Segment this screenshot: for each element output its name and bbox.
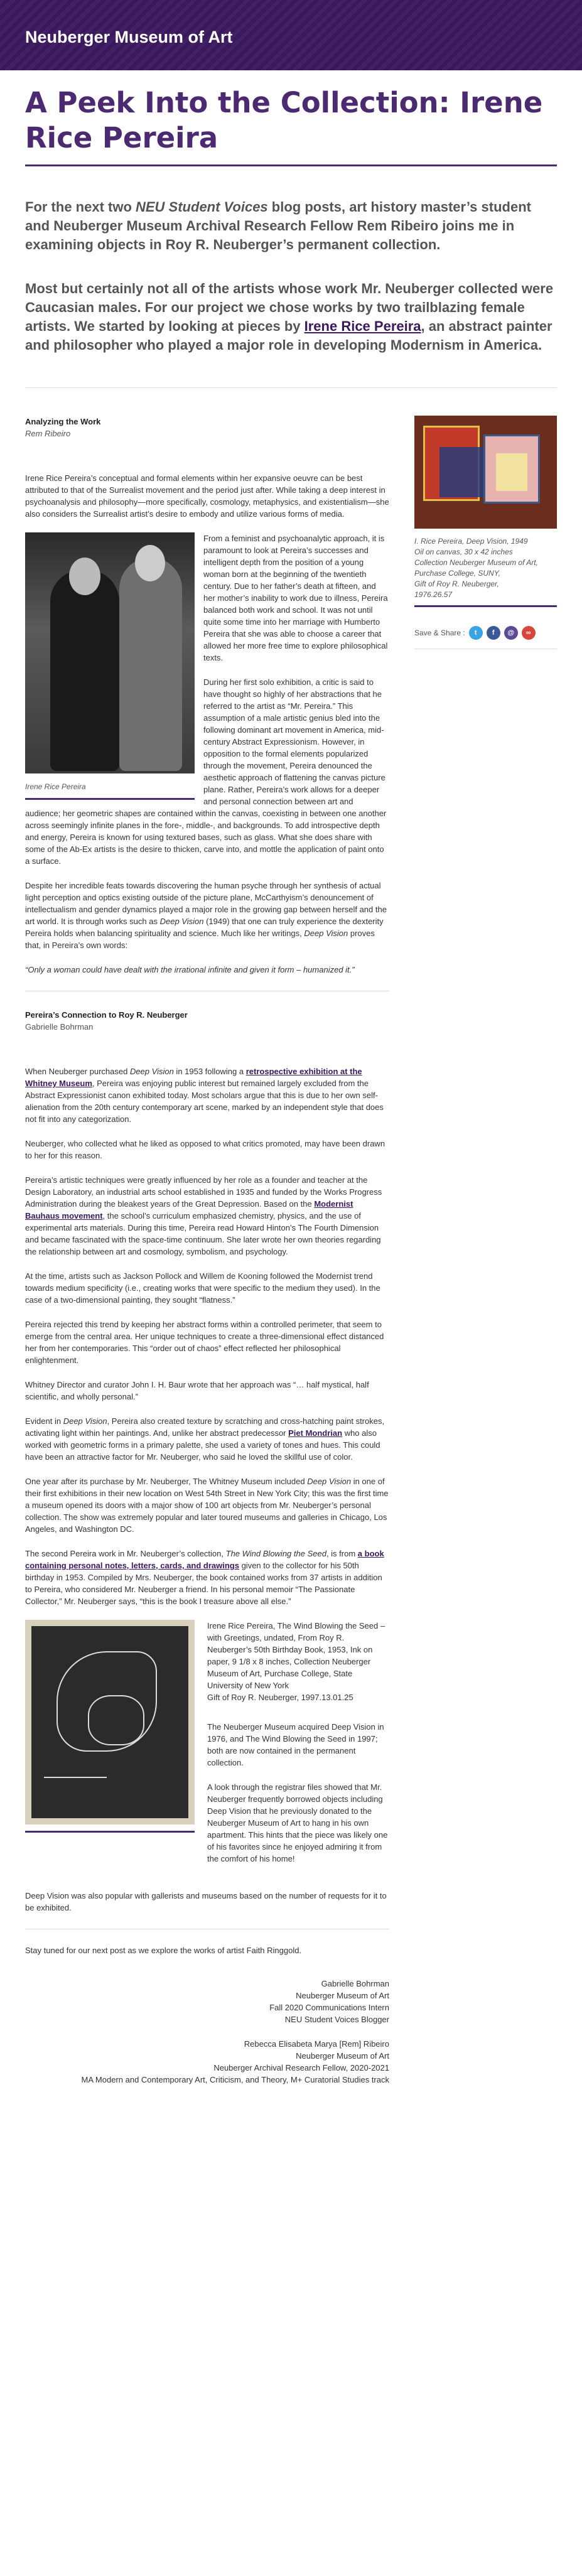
drawing-caption — [207, 1620, 389, 1877]
paragraph: Deep Vision was also popular with gallerists and museums based on the number of requests for it to be exhibited. — [25, 1891, 387, 1912]
byline-gabrielle: Gabrielle Bohrman — [25, 1022, 94, 1032]
signoff-line: Rebecca Elisabeta Marya [Rem] Ribeiro — [244, 2039, 389, 2049]
photo-figure — [25, 532, 195, 800]
signoff-line: MA Modern and Contemporary Art, Criticism, and Theory, M+ Curatorial Studies track — [81, 2075, 389, 2084]
paragraph: The Neuberger Museum acquired Deep Vision in 1976, and The Wind Blowing the Seed in 1997; both are now contained in the permanent collection. — [207, 1722, 384, 1767]
photo-wrap — [25, 532, 389, 880]
wind-blowing-drawing — [25, 1620, 195, 1824]
facebook-icon[interactable]: f — [487, 626, 500, 640]
drawing-figure — [25, 1620, 389, 1877]
sidebar — [414, 416, 557, 2086]
figure-rule — [25, 1831, 195, 1833]
whitney-link[interactable]: retrospective exhibition at the Whitney Museum — [25, 1067, 362, 1088]
deep-vision-painting — [414, 416, 557, 529]
intro-paragraph-1: For the next two NEU Student Voices blog posts, art history master’s student and Neuberger Museum Archival Research Fellow Rem Ribeiro joins me in examining objects in Roy R. Neuberger’s permanent collection. — [25, 199, 531, 252]
closing-paragraph: Stay tuned for our next post as we explore the works of artist Faith Ringgold. — [25, 1946, 302, 1955]
caption-line: Gift of Roy R. Neuberger, — [414, 579, 499, 588]
bauhaus-link[interactable]: Modernist Bauhaus movement — [25, 1199, 353, 1221]
content-layout — [25, 416, 557, 2086]
paragraph: Evident in Deep Vision, Pereira also created texture by scratching and cross-hatching paint strokes, activating light within her paintings. And, unlike her abstract predecessor Piet Mondrian who also worked with geometric forms in a primary palette, she used a variety of tones and hues. This could have been an attractive factor for Mr. Neuberger, who said he loved the skillful use of color. — [25, 1416, 385, 1462]
section-heading-analyzing: Analyzing the Work — [25, 417, 101, 426]
mondrian-link[interactable]: Piet Mondrian — [288, 1428, 343, 1438]
paragraph: The second Pereira work in Mr. Neuberger’s collection, The Wind Blowing the Seed, is from a book containing personal notes, letters, cards, and drawings given to the collector for his 50th birthday in 1953. Compiled by Mrs. Neuberger, the book contained works from 37 artists in addition to Pereira, who considered Mr. Neuberger a friend. In his personal memoir “The Passionate Collector,” Mr. Neuberger says, “this is the book I treasure above all else.” — [25, 1549, 384, 1606]
intro-paragraph-2: Most but certainly not all of the artists whose work Mr. Neuberger collected were Caucasian males. For our project we chose works by two trailblazing female artists. We started by looking at pieces by Irene Rice Pereira, an abstract painter and philosopher who played a major role in developing Modernism in America. — [25, 281, 554, 353]
paragraph: Pereira rejected this trend by keeping her abstract forms within a controlled perimeter, that seem to emerge from the central area. Her unique techniques to create a three-dimensional effect distanced her from her contemporaries. This “order out of chaos” effect reflected her philosophical enlightenment. — [25, 1320, 384, 1365]
painting-caption — [414, 536, 557, 600]
twitter-icon[interactable]: t — [469, 626, 483, 640]
email-icon[interactable]: @ — [504, 626, 518, 640]
signoff-line: Neuberger Museum of Art — [296, 2051, 389, 2061]
caption-line: Purchase College, SUNY, — [414, 569, 500, 578]
paragraph: A look through the registrar files showed that Mr. Neuberger frequently borrowed objects including Deep Vision that he previously donated to the Neuberger Museum of Art to hang in his own apartment. This hints that the piece was likely one of his favorites since he enjoyed admiring it from the comfort of his home! — [207, 1782, 388, 1863]
byline-rem: Rem Ribeiro — [25, 429, 71, 438]
divider — [25, 387, 557, 388]
caption-rule — [414, 605, 557, 607]
caption-line: Oil on canvas, 30 x 42 inches — [414, 547, 513, 556]
paragraph: Despite her incredible feats towards discovering the human psyche through her synthesis of actual light perception and optics existing outside of the picture plane, McCarthyism’s denouncement of intellectualism and gender dynamics played a major role in the growing gap between herself and the art world. It is through works such as Deep Vision (1949) that one can truly experience the dexterity Pereira holds when balancing spirituality and science. Much like her writings, Deep Vision proves that, in Pereira’s own words: — [25, 881, 387, 950]
signoff-line: Fall 2020 Communications Intern — [269, 2003, 389, 2012]
signoff-line: Gabrielle Bohrman — [321, 1979, 389, 1988]
birthday-book-link[interactable]: a book containing personal notes, letters, cards, and drawings — [25, 1549, 384, 1570]
site-header — [0, 0, 582, 70]
paragraph: During her first solo exhibition, a critic is said to have thought so highly of her abstractions that he referred to the artist as “Mr. Pereira.” This assumption of a male artistic genius bled into the following dominant art movement in America, mid-century Abstract Expressionism. However, in opposition to the formal elements popularized through the movement, Pereira denounced the aesthetic approach of flattening the canvas picture plane. Rather, Pereira’s work allows for a deeper and personal connection between art and audience; her geometric shapes are contained within the canvas, coexisting in between one another across seemingly infinite planes in the fore-, middle-, and backgrounds. To add introspective depth and energy, Pereira is known for using textured bases, such as glass. What she does share with some of the Ab-Ex artists is the desire to thicken, carve into, and mottle the application of paint onto a surface. — [25, 677, 387, 866]
paragraph: Pereira’s artistic techniques were greatly influenced by her role as a founder and teacher at the Design Laboratory, an industrial arts school established in 1935 and funded by the Works Progress Administration during the bleakest years of the Great Depression. Based on the Modernist Bauhaus movement, the school’s curriculum emphasized chemistry, physics, and the use of experimental arts materials. During this time, Pereira read Howard Hinton’s The Fourth Dimension and became fascinated with the space-time continuum. She later wrote her own theories regarding the relationship between art and cosmology, symbolism, and psychology. — [25, 1175, 382, 1256]
page-title: A Peek Into the Collection: Irene Rice Pereira — [25, 85, 557, 166]
paragraph: From a feminist and psychoanalytic approach, it is paramount to look at Pereira’s successes and intelligent depth from the position of a young woman born at the beginning of the twentieth century. Due to her father’s death at fifteen, and her mother’s inability to work due to illness, Pereira balanced both work and school. It was not until quite some time into her marriage with Humberto Pereira that she was able to choose a career that allowed her more free time to explore philosophical texts. — [203, 534, 388, 662]
share-bar — [414, 626, 557, 640]
share-label: Save & Share : — [414, 628, 465, 637]
paragraph: Neuberger, who collected what he liked as opposed to what critics promoted, may have been drawn to her for this reason. — [25, 1139, 385, 1160]
caption-line: 1976.26.57 — [414, 590, 453, 599]
signoff-line: Neuberger Museum of Art — [296, 1991, 389, 2000]
paragraph: At the time, artists such as Jackson Pollock and Willem de Kooning followed the Modernist trend towards medium specificity (i.e., creating works that were specific to the medium they used). In the case of a two-dimensional painting, they sought “flatness.” — [25, 1271, 380, 1305]
pereira-photo — [25, 532, 195, 773]
drawing-caption-line: Irene Rice Pereira, The Wind Blowing the Seed – with Greetings, undated, From Roy R. Neuberger’s 50th Birthday Book, 1953, Ink on paper, 9 1/8 x 8 inches, Collection Neuberger Museum of Art, Purchase College, State University of New York — [207, 1621, 385, 1690]
site-name-link[interactable]: Neuberger Museum of Art — [25, 28, 233, 46]
main-column — [25, 416, 389, 2086]
signoff-line: NEU Student Voices Blogger — [284, 2015, 389, 2024]
paragraph: Irene Rice Pereira’s conceptual and formal elements within her expansive oeuvre can be best attributed to that of the Surrealist movement and the period just after. While taking a deep interest in psychoanalysis and philosophy—more specifically, cosmology, metaphysics, and existentialism—she also considers the Surrealist artist’s desire to embody and utilize various forms of media. — [25, 473, 389, 519]
section-heading-connection: Pereira’s Connection to Roy R. Neuberger — [25, 1010, 188, 1020]
paragraph: One year after its purchase by Mr. Neuberger, The Whitney Museum included Deep Vision in one of their first exhibitions in their new location on West 54th Street in New York City; this was the first time a museum opened its doors with a major show of 100 art objects from Mr. Neuberger’s personal collection. The show was extremely popular and later toured museums and galleries in Chicago, Los Angeles, and Washington DC. — [25, 1477, 389, 1534]
page-container — [0, 85, 582, 2086]
paragraph: Whitney Director and curator John I. H. Baur wrote that her approach was “… half mystical, half scientific, and wholly personal.” — [25, 1380, 369, 1401]
signoff-line: Neuberger Archival Research Fellow, 2020-2021 — [213, 2063, 389, 2072]
drawing-caption-line: Gift of Roy R. Neuberger, 1997.13.01.25 — [207, 1693, 353, 1702]
caption-line: I. Rice Pereira, Deep Vision, 1949 — [414, 537, 528, 546]
pull-quote: “Only a woman could have dealt with the irrational infinite and given it form – humanized it.” — [25, 965, 355, 974]
signoff — [25, 1978, 389, 2086]
photo-caption: Irene Rice Pereira — [25, 781, 195, 800]
pereira-link[interactable]: Irene Rice Pereira — [304, 318, 421, 334]
link-icon[interactable]: ∞ — [522, 626, 536, 640]
paragraph: When Neuberger purchased Deep Vision in 1953 following a retrospective exhibition at the Whitney Museum, Pereira was enjoying public interest but remained largely excluded from the Abstract Expressionist canon exhibited today. Most scholars argue that this is due to her own self-alienation from the 20th century contemporary art scene, marked by an independent style that does not fit into any categorization. — [25, 1067, 384, 1124]
caption-line: Collection Neuberger Museum of Art, — [414, 558, 538, 567]
